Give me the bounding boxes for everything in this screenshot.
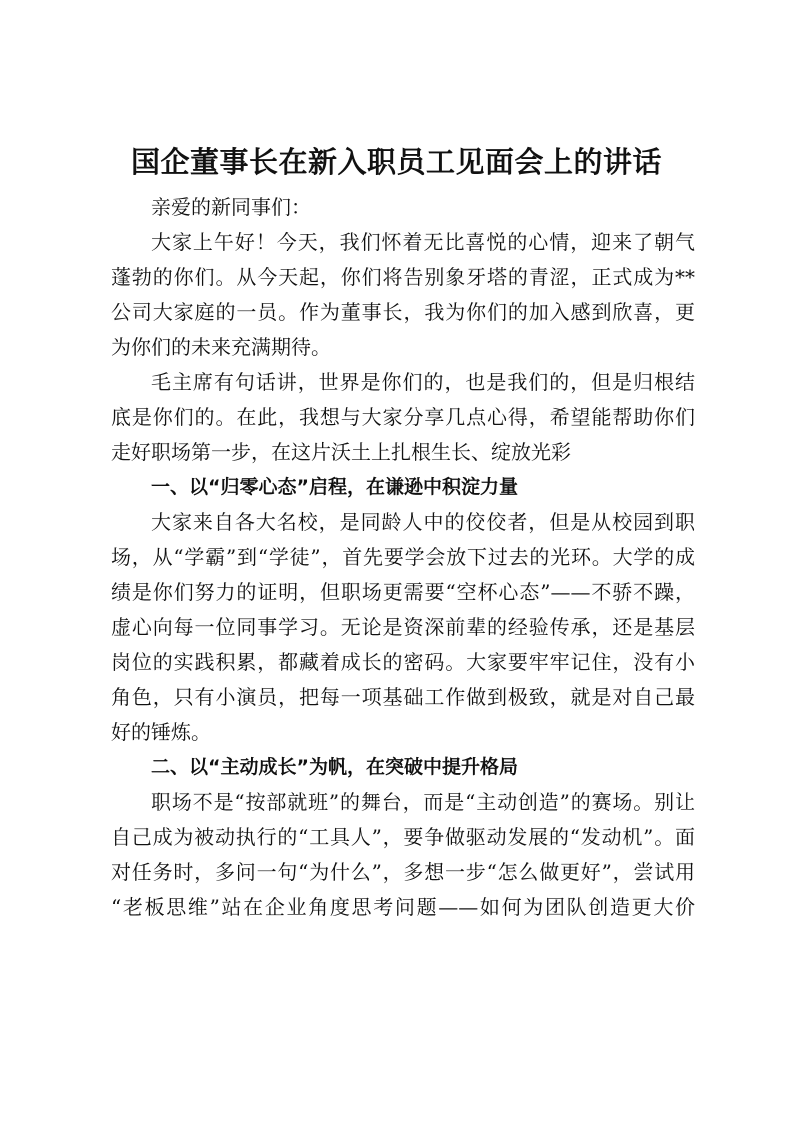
paragraph-line: 走好职场第一步，在这片沃土上扎根生长、绽放光彩: [111, 440, 571, 464]
section-heading-1: 一、以“归零心态”启程，在谦逊中积淀力量: [151, 476, 518, 498]
paragraph-line: 大家来自各大名校，是同龄人中的佼佼者，但是从校园到职: [151, 510, 695, 534]
paragraph-line: 职场不是“按部就班”的舞台，而是“主动创造”的赛场。别让: [151, 790, 695, 814]
paragraph-line: 场，从“学霸”到“学徒”，首先要学会放下过去的光环。大学的成: [111, 545, 695, 569]
paragraph-intro: [111, 365, 695, 470]
paragraph-line: “老板思维”站在企业角度思考问题——如何为团队创造更大价: [111, 895, 695, 919]
section-heading-2: 二、以“主动成长”为帆，在突破中提升格局: [151, 756, 518, 778]
document-title: 国企董事长在新入职员工见面会上的讲话: [130, 145, 662, 179]
paragraph-line: 大家上午好！今天，我们怀着无比喜悦的心情，迎来了朝气: [151, 230, 695, 254]
paragraph-line: 绩是你们努力的证明，但职场更需要“空杯心态”——不骄不躁，: [111, 580, 695, 604]
paragraph-line: 毛主席有句话讲，世界是你们的，也是我们的，但是归根结: [151, 370, 695, 394]
paragraph-section-2: [111, 785, 695, 925]
paragraph-line: 自己成为被动执行的“工具人”，要争做驱动发展的“发动机”。面: [111, 825, 695, 849]
salutation: 亲爱的新同事们：: [151, 195, 311, 219]
paragraph-line: 公司大家庭的一员。作为董事长，我为你们的加入感到欣喜，更: [111, 300, 695, 324]
paragraph-greeting: [111, 225, 695, 365]
paragraph-line: 虚心向每一位同事学习。无论是资深前辈的经验传承，还是基层: [111, 615, 695, 639]
document-body: [111, 190, 695, 925]
paragraph-line: 岗位的实践积累，都藏着成长的密码。大家要牢牢记住，没有小: [111, 650, 695, 674]
paragraph-section-1: [111, 505, 695, 750]
paragraph-line: 角色，只有小演员，把每一项基础工作做到极致，就是对自己最: [111, 685, 695, 709]
paragraph-line: 蓬勃的你们。从今天起，你们将告别象牙塔的青涩，正式成为**: [111, 265, 695, 289]
paragraph-line: 对任务时，多问一句“为什么”，多想一步“怎么做更好”，尝试用: [111, 860, 695, 884]
paragraph-line: 底是你们的。在此，我想与大家分享几点心得，希望能帮助你们: [111, 405, 695, 429]
paragraph-line: 好的锤炼。: [111, 720, 211, 744]
paragraph-line: 为你们的未来充满期待。: [111, 335, 331, 359]
